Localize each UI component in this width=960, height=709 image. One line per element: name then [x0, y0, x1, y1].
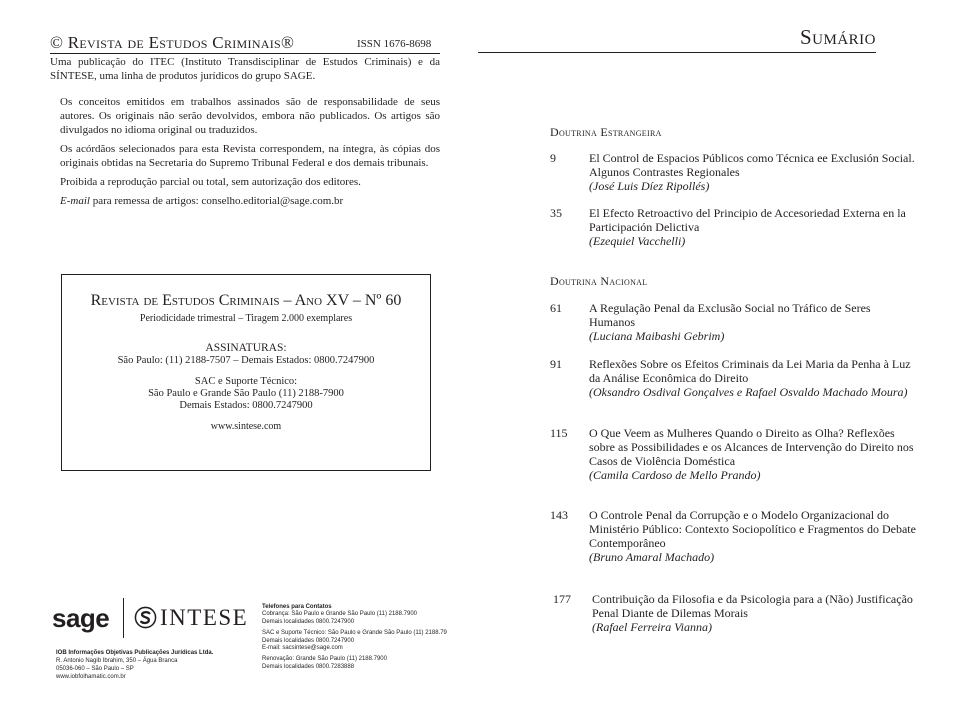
toc-entry[interactable]	[589, 301, 919, 343]
email-note	[60, 194, 440, 208]
sac-heading: SAC e Suporte Técnico:	[194, 376, 298, 387]
contacts-cobranca-other: Demais localidades 0800.7247900	[262, 618, 355, 625]
sintese-logo: INTESE	[160, 605, 249, 630]
toc-entry[interactable]	[589, 357, 919, 399]
toc-entry[interactable]	[592, 592, 922, 634]
entry-page-number: 61	[550, 301, 562, 315]
issue-info-box	[61, 274, 431, 471]
contacts-sac: SAC e Suporte Técnico: São Paulo e Grande São Paulo (11) 2188.79	[262, 630, 447, 637]
logo-divider	[123, 598, 124, 638]
entry-page-number: 143	[550, 508, 568, 522]
entry-title: Reflexões Sobre os Efeitos Criminais da Lei Maria da Penha à Luz da Análise Econômica do Direito	[589, 357, 911, 385]
company-name: IOB Informações Objetivas Publicações Jurídicas Ltda.	[56, 650, 214, 656]
sage-logo: sage	[52, 603, 110, 633]
contacts-renovacao-other: Demais localidades 0800.7283888	[262, 663, 355, 670]
toc-entry[interactable]	[589, 206, 919, 248]
subscriptions-phones: São Paulo: (11) 2188-7507 – Demais Estados: 0800.7247900	[117, 355, 375, 366]
toc-entry[interactable]	[589, 426, 919, 482]
company-zip: 05036-060 – São Paulo – SP	[56, 666, 134, 672]
note-reproduction: Proibida a reprodução parcial ou total, sem autorização dos editores.	[60, 176, 361, 188]
entry-page-number: 115	[550, 426, 568, 440]
summary-divider	[478, 52, 876, 53]
toc-entry[interactable]	[589, 508, 919, 564]
entry-title: El Efecto Retroactivo del Principio de Accesoriedad Externa en la Participación Delictiva	[589, 206, 906, 234]
sac-phone-other: Demais Estados: 0800.7247900	[179, 400, 313, 411]
entry-authors: (Camila Cardoso de Mello Prando)	[589, 468, 761, 482]
note-rulings: Os acórdãos selecionados para esta Revista correspondem, na íntegra, às cópias dos originais obtidas na Secretaria do Supremo Tribunal Federal e dos demais tribunais.	[60, 143, 440, 169]
entry-title: A Regulação Penal da Exclusão Social no Tráfico de Seres Humanos	[589, 301, 871, 329]
entry-page-number: 91	[550, 357, 562, 371]
publication-line: Uma publicação do ITEC (Instituto Transdisciplinar de Estudos Criminais) e da SÍNTESE, uma linha de produtos jurídicos do grupo SAGE.	[50, 56, 440, 82]
entry-authors: (Bruno Amaral Machado)	[589, 550, 715, 564]
periodicity: Periodicidade trimestral – Tiragem 2.000 exemplares	[139, 313, 353, 324]
email-text: para remessa de artigos: conselho.editorial@sage.com.br	[89, 195, 344, 207]
issue-title: Revista de Estudos Criminais – Ano XV – Nº 60	[90, 292, 402, 309]
entry-authors: (Rafael Ferreira Vianna)	[592, 620, 712, 634]
company-site[interactable]: www.iobfolhamatic.com.br	[56, 674, 126, 680]
company-info	[56, 649, 246, 681]
contacts-cobranca: Cobrança: São Paulo e Grande São Paulo (11) 2188.7900	[262, 611, 417, 618]
website-link[interactable]: www.sintese.com	[210, 421, 282, 432]
email-label: E-mail	[60, 195, 90, 207]
toc-entry[interactable]	[589, 151, 919, 193]
contacts-renovacao: Renovação: Grande São Paulo (11) 2188.7900	[262, 656, 387, 663]
contacts-email[interactable]: E-mail: sacsintese@sage.com	[262, 645, 343, 652]
note-responsibility: Os conceitos emitidos em trabalhos assinados são de responsabilidade de seus autores. Os originais não serão devolvidos, embora não publicados. Os artigos são divulgados no idioma original ou traduzidos.	[60, 96, 440, 136]
sac-phone-sp: São Paulo e Grande São Paulo (11) 2188-7900	[148, 388, 344, 399]
entry-title: El Control de Espacios Públicos como Técnica ee Exclusión Social. Algunos Contrastes Regionales	[589, 151, 915, 179]
entry-authors: (Oksandro Osdival Gonçalves e Rafael Osvaldo Machado Moura)	[589, 385, 908, 399]
entry-title: O Controle Penal da Corrupção e o Modelo Organizacional do Ministério Público: Contexto Sociopolítico e Fragmentos do Debate Contemporâneo	[589, 508, 916, 550]
entry-authors: (Luciana Maibashi Gebrim)	[589, 329, 725, 343]
entry-authors: (José Luis Díez Ripollés)	[589, 179, 710, 193]
entry-title: O Que Veem as Mulheres Quando o Direito as Olha? Reflexões sobre as Possibilidades e os Alcances de Intervenção do Direito nos Casos de Violência Doméstica	[589, 426, 914, 468]
contacts-heading: Telefones para Contatos	[262, 604, 332, 610]
entry-page-number: 177	[553, 592, 571, 606]
entry-title: Contribuição da Filosofia e da Psicologia para a (Não) Justificação Penal Diante de Dilemas Morais	[592, 592, 913, 620]
entry-authors: (Ezequiel Vacchelli)	[589, 234, 686, 248]
subscriptions-heading: ASSINATURAS:	[205, 342, 287, 354]
header-divider	[50, 53, 440, 54]
entry-page-number: 35	[550, 206, 562, 220]
legal-notes	[60, 95, 440, 213]
summary-heading: Sumário	[799, 25, 876, 49]
section-doutrina-estrangeira: Doutrina Estrangeira	[550, 125, 662, 139]
contacts-sac-other: Demais localidades 0800.7247900	[262, 637, 355, 644]
entry-page-number: 9	[550, 151, 556, 165]
issn: ISSN 1676-8698	[357, 38, 432, 50]
section-doutrina-nacional: Doutrina Nacional	[550, 274, 648, 288]
contact-phones	[262, 604, 462, 675]
journal-title: © Revista de Estudos Criminais®	[50, 33, 295, 52]
company-address: R. Antonio Nagib Ibrahim, 350 – Água Branca	[56, 658, 178, 664]
